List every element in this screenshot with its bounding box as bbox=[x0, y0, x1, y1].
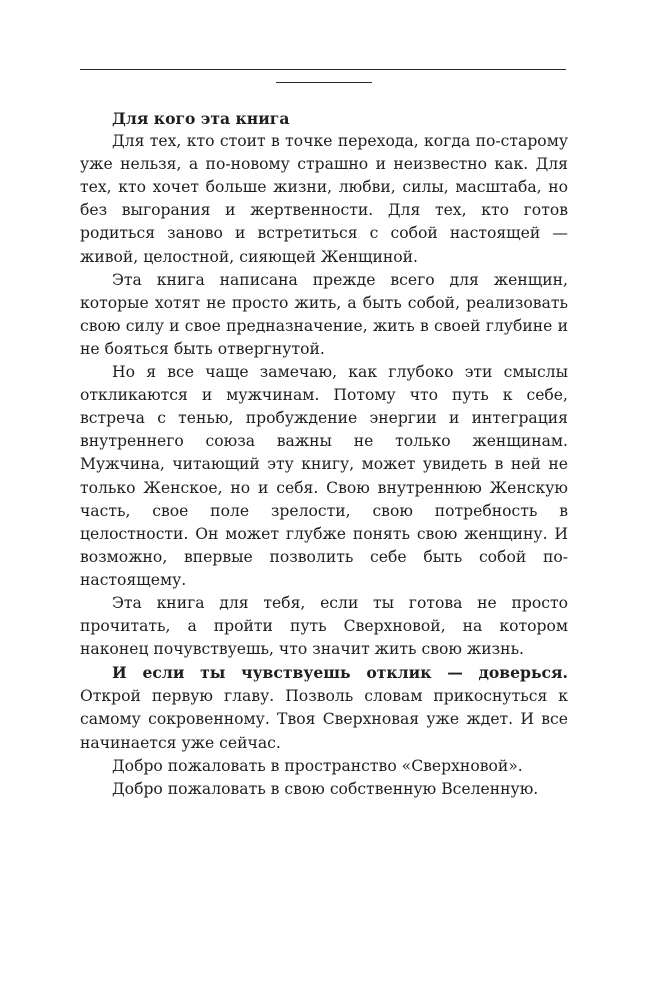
invitation-emphasis: И если ты чувствуешь отклик — доверься. bbox=[112, 663, 568, 683]
paragraph-welcome-universe: Добро пожаловать в свою собственную Вселенную. bbox=[112, 779, 539, 798]
paragraph-invitation bbox=[80, 661, 568, 754]
section-divider bbox=[276, 82, 372, 83]
invitation-text: Открой первую главу. Позволь словам прикоснуться к самому сокровенному. Твоя Сверхновая уже ждет. И все начинается уже сейчас. bbox=[80, 687, 568, 752]
page-body bbox=[80, 107, 568, 801]
section-heading: Для кого эта книга bbox=[112, 109, 290, 128]
paragraph-for-men: Но я все чаще замечаю, как глубоко эти смыслы откликаются и мужчинам. Потому что путь к себе, встреча с тенью, пробуждение энергии и интеграция внутреннего союза важны не только женщинам. Мужчина, читающий эту книгу, может увидеть в ней не только Женское, но и себя. Свою внутреннюю Женскую часть, свое поле зрелости, свою потребность в целостности. Он может глубже понять свою женщину. И возможно, впервые позволить себе быть собой по-настоящему. bbox=[80, 363, 568, 589]
top-rule bbox=[80, 69, 566, 70]
paragraph-audience: Для тех, кто стоит в точке перехода, когда по-старому уже нельзя, а по-новому страшно и неизвестно как. Для тех, кто хочет больше жизни, любви, силы, масштаба, но без выгорания и жертвенности. Для тех, кто готов родиться заново и встретиться с собой настоящей — живой, целостной, сияющей Женщиной. bbox=[80, 132, 568, 266]
paragraph-for-women: Эта книга написана прежде всего для женщин, которые хотят не просто жить, а быть собой, реализовать свою силу и свое предназначение, жить в своей глубине и не бояться быть отвергнутой. bbox=[80, 270, 568, 358]
paragraph-for-you: Эта книга для тебя, если ты готова не просто прочитать, а пройти путь Сверхновой, на котором наконец почувствуешь, что значит жить свою жизнь. bbox=[80, 593, 568, 659]
paragraph-welcome-space: Добро пожаловать в пространство «Сверхновой». bbox=[112, 756, 523, 775]
